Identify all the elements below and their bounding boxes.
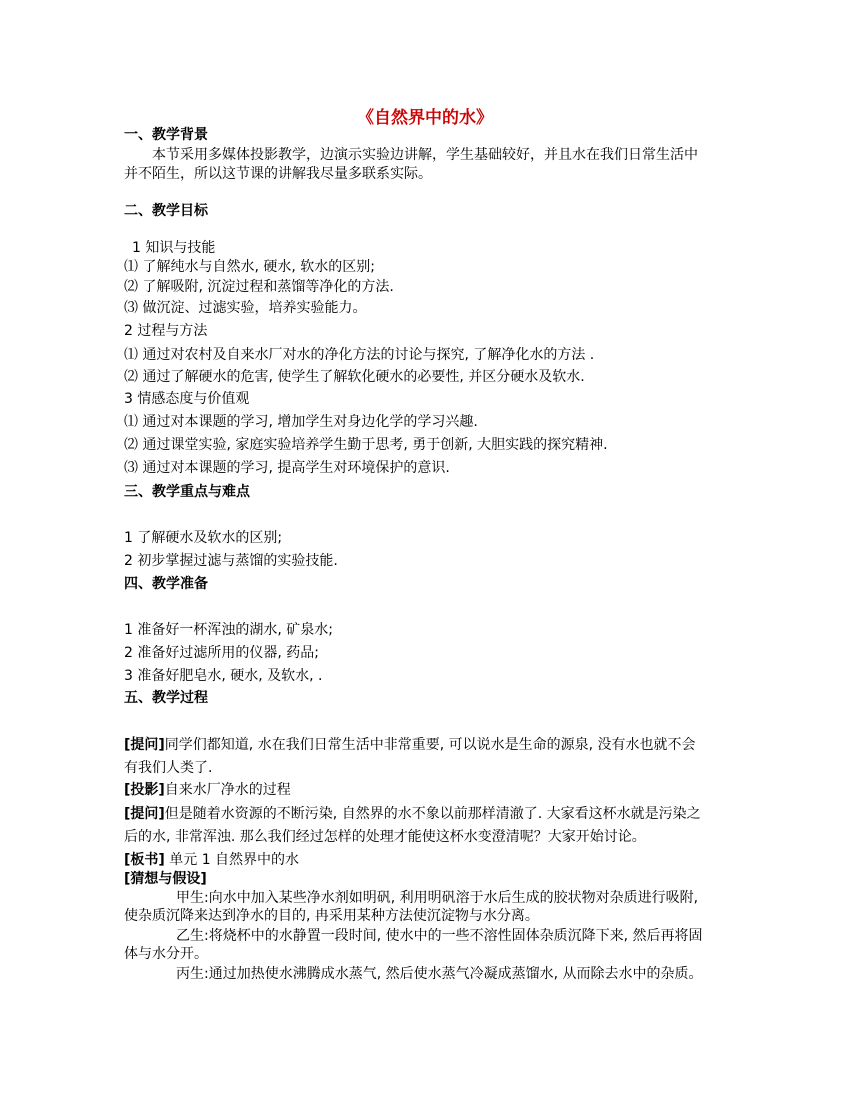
- answer-text: 将烧杯中的水静置一段时间, 使水中的一些不溶性固体杂质沉降下来, 然后再将固: [208, 928, 703, 944]
- teaching-step-cont: 后的水, 非常浑浊. 那么我们经过怎样的处理才能使这杯水变澄清呢？大家开始讨论。: [124, 829, 646, 845]
- step-text: 自来水厂净水的过程: [164, 782, 291, 798]
- teaching-step: [124, 850, 299, 870]
- paragraph-line: 本节采用多媒体投影教学，边演示实验边讲解，学生基础较好，并且水在我们日常生活中: [152, 147, 698, 163]
- step-tag: [提问]: [124, 737, 165, 753]
- teaching-step: [124, 804, 701, 824]
- list-item: ⑴ 通过对农村及自来水厂对水的净化方法的讨论与探究, 了解净化水的方法 .: [124, 347, 595, 363]
- answer-cont: 使杂质沉降来达到净水的目的, 冉采用某种方法使沉淀物与水分离。: [124, 908, 539, 924]
- list-item: 2 初步掌握过滤与蒸馏的实验技能.: [124, 553, 338, 569]
- list-item: 1 知识与技能: [132, 240, 216, 256]
- list-item: 3 情感态度与价值观: [124, 391, 250, 407]
- student-label: 丙生:: [176, 966, 209, 982]
- list-item: 3 准备好肥皂水, 硬水, 及软水, .: [124, 668, 323, 684]
- teaching-step-cont: 有我们人类了.: [124, 760, 213, 776]
- teaching-step: [124, 735, 696, 755]
- answer-cont: 体与水分开。: [124, 946, 208, 962]
- list-item: ⑶ 通过对本课题的学习, 提高学生对环境保护的意识.: [124, 460, 450, 476]
- list-item: 2 准备好过滤所用的仪器, 药品;: [124, 645, 319, 661]
- step-text: 单元 1 自然界中的水: [164, 852, 300, 868]
- section-2-heading: 二、教学目标: [124, 203, 208, 219]
- page-title: 《自然界中的水》: [357, 108, 493, 128]
- section-4-heading: 四、教学准备: [124, 576, 208, 592]
- student-label: 甲生:: [176, 890, 209, 906]
- list-item: ⑴ 通过对本课题的学习, 增加学生对身边化学的学习兴趣.: [124, 414, 478, 430]
- list-item: ⑵ 通过了解硬水的危害, 使学生了解软化硬水的必要性, 并区分硬水及软水.: [124, 369, 585, 385]
- list-item: 1 准备好一杯浑浊的湖水, 矿泉水;: [124, 622, 333, 638]
- student-label: 乙生:: [176, 928, 209, 944]
- list-item: ⑵ 通过课堂实验, 家庭实验培养学生勤于思考, 勇于创新, 大胆实践的探究精神.: [124, 437, 608, 453]
- list-item: ⑴ 了解纯水与自然水, 硬水, 软水的区别;: [124, 259, 375, 275]
- section-5-heading: 五、教学过程: [124, 690, 208, 706]
- list-item: ⑶ 做沉淀、过滤实验，培养实验能力。: [124, 300, 367, 316]
- student-answer: [176, 888, 698, 908]
- student-answer: [176, 964, 703, 984]
- answer-text: 通过加热使水沸腾成水蒸气, 然后使水蒸气冷凝成蒸馏水, 从而除去水中的杂质。: [208, 966, 703, 982]
- teaching-step: [猜想与假设]: [124, 871, 207, 887]
- section-3-heading: 三、教学重点与难点: [124, 484, 250, 500]
- teaching-step: [124, 780, 291, 800]
- section-1-heading: 一、教学背景: [124, 127, 208, 143]
- step-tag: [投影]: [124, 782, 165, 798]
- step-text: 但是随着水资源的不断污染, 自然界的水不象以前那样清澈了. 大家看这杯水就是污染之: [164, 806, 701, 822]
- student-answer: [176, 926, 703, 946]
- list-item: 2 过程与方法: [124, 323, 208, 339]
- list-item: ⑵ 了解吸附, 沉淀过程和蒸馏等净化的方法.: [124, 279, 394, 295]
- list-item: 1 了解硬水及软水的区别;: [124, 530, 283, 546]
- step-text: 同学们都知道, 水在我们日常生活中非常重要, 可以说水是生命的源泉, 没有水也就不会: [164, 737, 696, 753]
- step-tag: [提问]: [124, 806, 165, 822]
- step-tag: [板书]: [124, 852, 165, 868]
- answer-text: 向水中加入某些净水剂如明矾, 利用明矾溶于水后生成的胶状物对杂质进行吸附,: [208, 890, 699, 906]
- paragraph-line: 并不陌生，所以这节课的讲解我尽量多联系实际。: [124, 166, 432, 182]
